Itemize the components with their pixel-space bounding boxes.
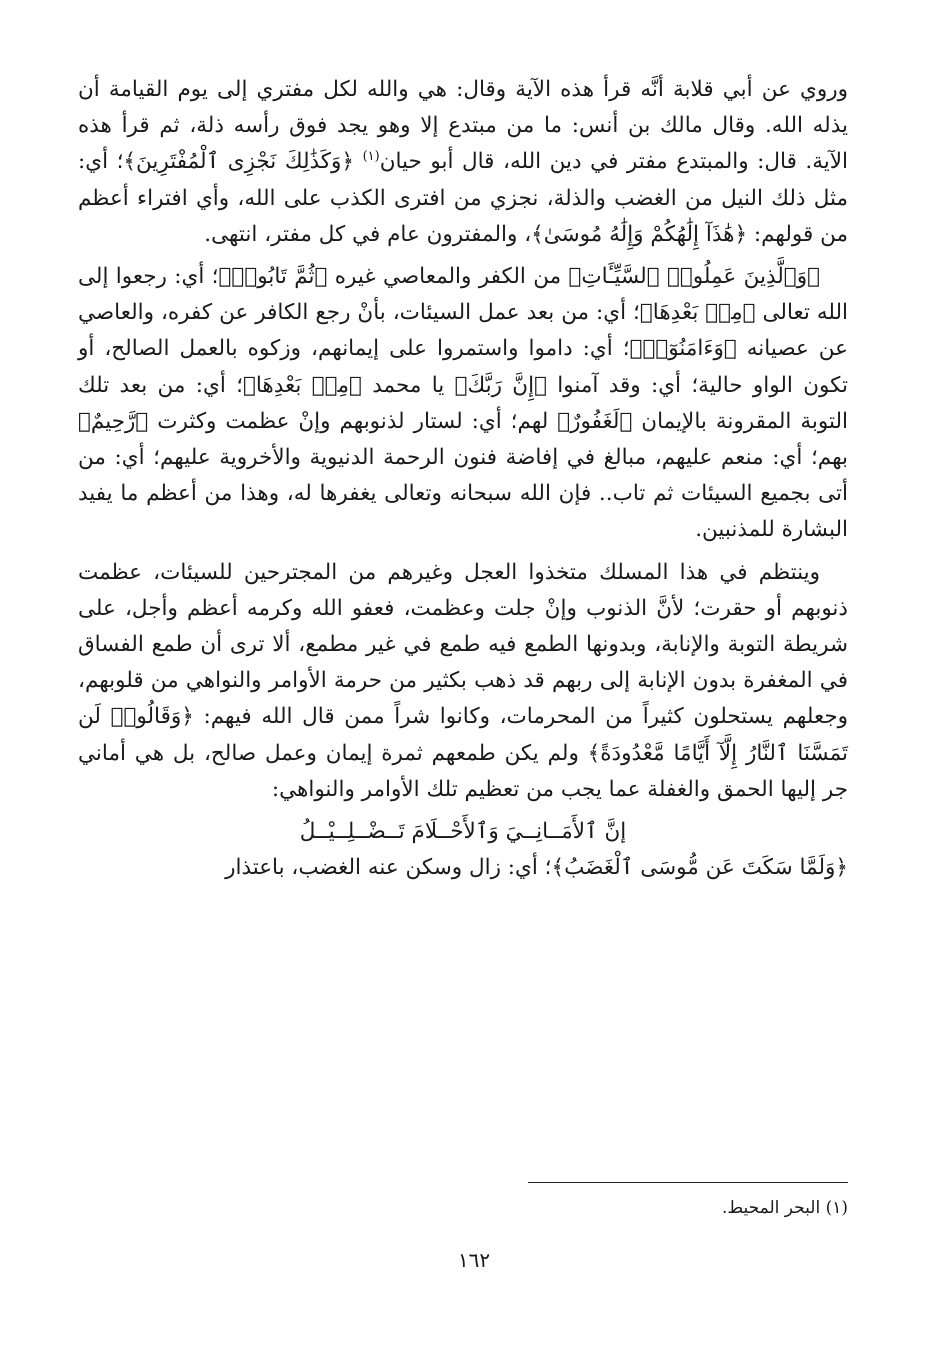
poetry-verse: إنَّ ٱلأَمَــانِــيَ وَٱلأَحْــلَامَ تَــضْــلِــيْــلُ xyxy=(299,819,627,845)
paragraph-3: وينتظم في هذا المسلك متخذوا العجل وغيرهم من المجترحين للسيئات، عظمت ذنوبهم أو حقرت؛ لأنَّ الذنوب وإنْ جلت وعظمت، فعفو الله وكرمه أعظم وأجل، على شريطة التوبة والإنابة، وبدونها الطمع فيه طمع في غير مطمع، ألا ترى أن طمع الفساق في المغفرة بدون الإنابة إلى ربهم قد ذهب بكثير من حرمة الأوامر والنواهي من قلوبهم، وجعلهم يستحلون كثيراً من المحرمات، وكانوا شراً ممن قال الله فيهم: ﴿وَقَالُوا۟ لَن تَمَسَّنَا ٱلنَّارُ إِلَّآ أَيَّامًا مَّعْدُودَةً﴾ ولم يكن طمعهم ثمرة إيمان وعمل صالح، بل هي أماني جر إليها الحمق والغفلة عما يجب من تعظيم تلك الأوامر والنواهي: xyxy=(78,559,848,802)
footnote-divider xyxy=(528,1182,848,1183)
footnote-reference[interactable]: (١) xyxy=(362,149,380,165)
paragraph-1-text-b: ﴿وَكَذَٰلِكَ نَجْزِى ٱلْمُفْتَرِينَ﴾؛ أي: مثل ذلك النيل من الغضب والذلة، نجزي من افترى الكذب على الله، وأي افتراء أعظم من قولهم: ﴿هَٰذَآ إِلَٰهُكُمْ وَإِلَٰهُ مُوسَىٰ﴾، والمفترون عام في كل مفتر، انتهى. xyxy=(78,149,848,247)
footnote: (١) البحر المحيط. xyxy=(722,1198,848,1218)
page-number: ١٦٢ xyxy=(457,1248,491,1272)
paragraph-1 xyxy=(78,72,848,253)
paragraph-2: ﴿وَٱلَّذِينَ عَمِلُوا۟ ٱلسَّيِّـَٔاتِ﴾ من الكفر والمعاصي غيره ﴿ثُمَّ تَابُوا۟﴾؛ أي: رجعوا إلى الله تعالى ﴿مِنۢ بَعْدِهَا﴾؛ أي: من بعد عمل السيئات، بأنْ رجع الكافر عن كفره، والعاصي عن عصيانه ﴿وَءَامَنُوٓا۟﴾؛ أي: داموا واستمروا على إيمانهم، وزكوه بالعمل الصالح، أو تكون الواو حالية؛ أي: وقد آمنوا ﴿إِنَّ رَبَّكَ﴾ يا محمد ﴿مِنۢ بَعْدِهَا﴾؛ أي: من بعد تلك التوبة المقرونة بالإيمان ﴿لَغَفُورٌ﴾ لهم؛ أي: لستار لذنوبهم وإنْ عظمت وكثرت ﴿رَّحِيمٌ﴾ بهم؛ أي: منعم عليهم، مبالغ في إفاضة فنون الرحمة الدنيوية والأخروية عليهم؛ أي: من أتى بجميع السيئات ثم تاب.. فإن الله سبحانه وتعالى يغفرها له، وهذا من أعظم ما يفيد البشارة للمذنبين. xyxy=(78,264,848,543)
page-body xyxy=(78,72,848,892)
paragraph-4: ﴿وَلَمَّا سَكَتَ عَن مُّوسَى ٱلْغَضَبُ﴾؛ أي: زال وسكن عنه الغضب، باعتذار xyxy=(225,855,848,881)
paragraph-1-text-a: وروي عن أبي قلابة أنَّه قرأ هذه الآية وقال: هي والله لكل مفتري إلى يوم القيامة أن يذله الله. وقال مالك بن أنس: ما من مبتدع إلا وهو يجد فوق رأسه ذلة، ثم قرأ هذه الآية. قال: والمبتدع مفتر في دين الله، قال أبو حيان xyxy=(78,77,848,175)
